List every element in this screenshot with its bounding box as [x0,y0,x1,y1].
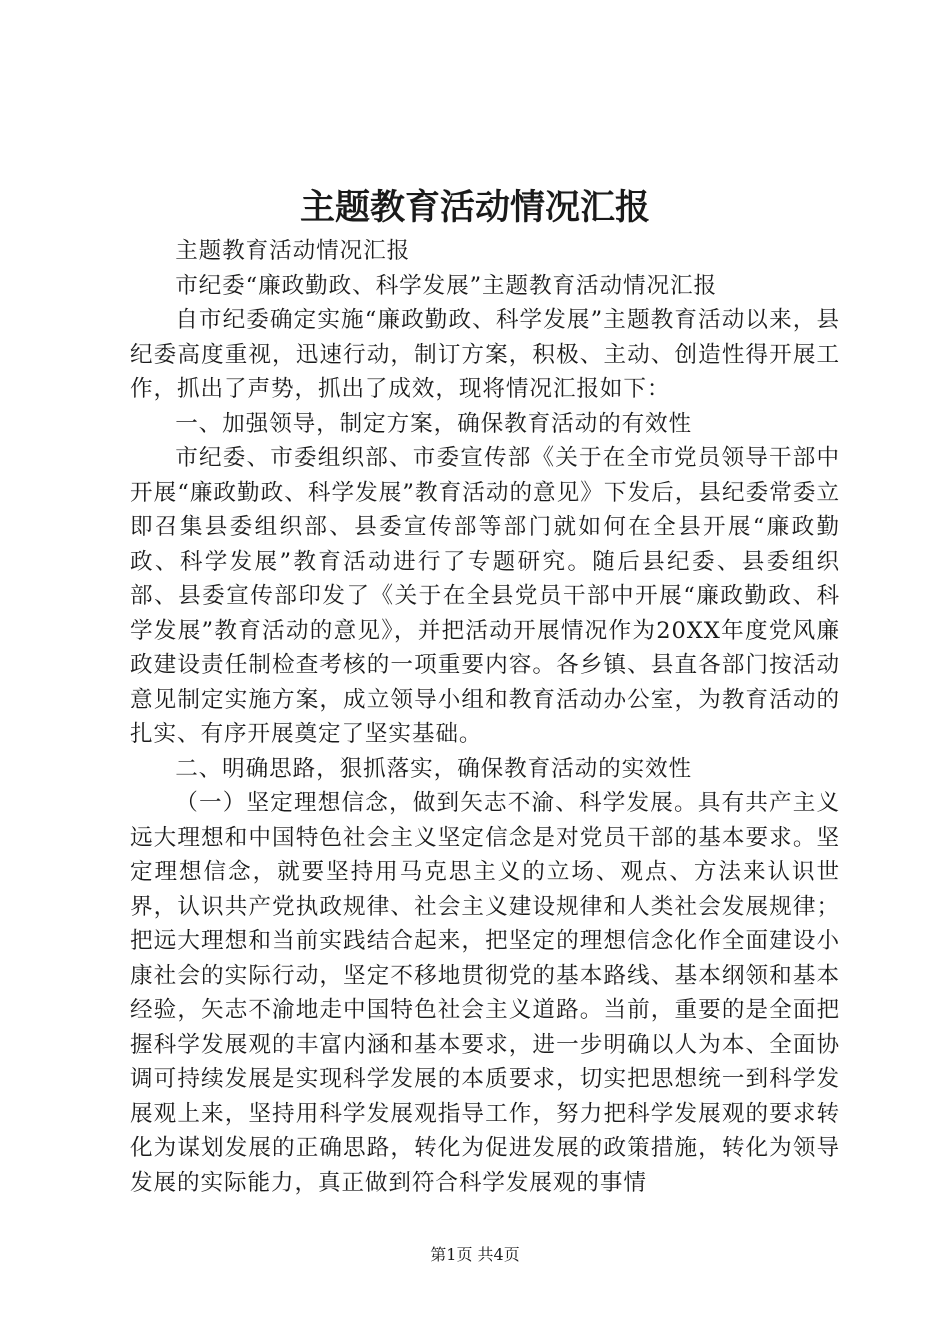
document-title: 主题教育活动情况汇报 [299,187,650,228]
paragraph-section-2-1: （一）坚定理想信念，做到矢志不渝、科学发展。具有共产主义远大理想和中国特色社会主义坚定信念是对党员干部的基本要求。坚定理想信念，就要坚持用马克思主义的立场、观点、方法来认识世界，认识共产党执政规律、社会主义建设规律和人类社会发展规律；把远大理想和当前实践结合起来，把坚定的理想信念化作全面建设小康社会的实际行动，坚定不移地贯彻党的基本路线、基本纲领和基本经验，矢志不渝地走中国特色社会主义道路。当前，重要的是全面把握科学发展观的丰富内涵和基本要求，进一步明确以人为本、全面协调可持续发展是实现科学发展的本质要求，切实把思想统一到科学发展观上来，坚持用科学发展观指导工作，努力把科学发展观的要求转化为谋划发展的正确思路，转化为促进发展的政策措施，转化为领导发展的实际能力，真正做到符合科学发展观的事情 [130,790,840,1196]
paragraph-intro: 自市纪委确定实施“廉政勤政、科学发展”主题教育活动以来，县纪委高度重视，迅速行动，制订方案，积极、主动、创造性得开展工作，抓出了声势，抓出了成效，现将情况汇报如下： [130,307,840,402]
document-body [130,234,840,1200]
section-heading-1: 一、加强领导，制定方案，确保教育活动的有效性 [175,410,693,437]
section-heading-2: 二、明确思路，狠抓落实，确保教育活动的实效性 [175,755,693,782]
paragraph-subtitle: 主题教育活动情况汇报 [175,238,411,264]
paragraph-report-title: 市纪委“廉政勤政、科学发展”主题教育活动情况汇报 [175,272,717,299]
paragraph-section-1: 市纪委、市委组织部、市委宣传部《关于在全市党员领导干部中开展“廉政勤政、科学发展”教育活动的意见》下发后，县纪委常委立即召集县委组织部、县委宣传部等部门就如何在全县开展“廉政勤政、科学发展”教育活动进行了专题研究。随后县纪委、县委组织部、县委宣传部印发了《关于在全县党员干部中开展“廉政勤政、科学发展”教育活动的意见》，并把活动开展情况作为20XX年度党风廉政建设责任制检查考核的一项重要内容。各乡镇、县直各部门按活动意见制定实施方案，成立领导小组和教育活动办公室，为教育活动的扎实、有序开展奠定了坚实基础。 [130,445,840,747]
page-footer: 第1页 共4页 [430,1245,520,1264]
